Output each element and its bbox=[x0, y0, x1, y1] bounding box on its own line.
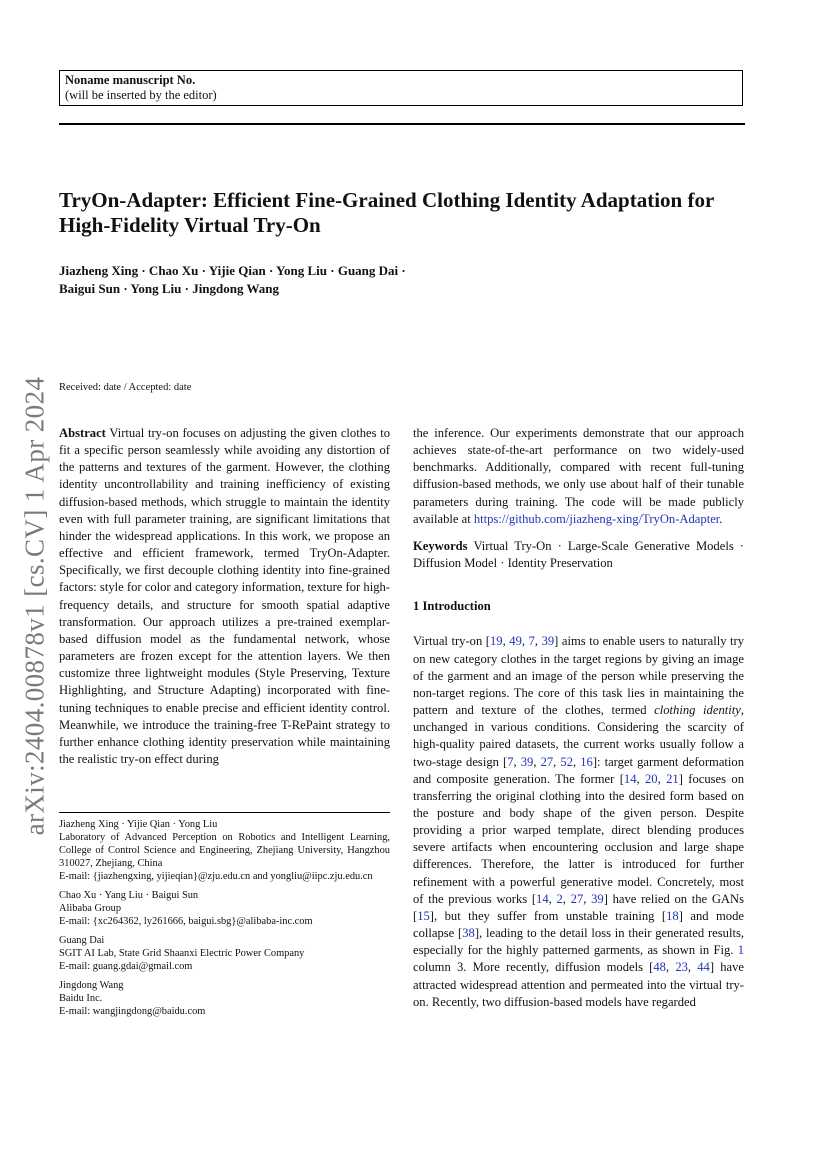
intro-text: Virtual try-on [ bbox=[413, 634, 490, 649]
received-date: Received: date / Accepted: date bbox=[59, 382, 192, 393]
citation-link[interactable]: 44 bbox=[697, 960, 710, 975]
affiliation-line: E-mail: guang.gdai@gmail.com bbox=[59, 961, 193, 972]
citation-link[interactable]: 39 bbox=[541, 634, 555, 649]
intro-text: , bbox=[687, 960, 698, 975]
citation-link[interactable]: 27 bbox=[570, 891, 584, 906]
affiliation-line: Jiazheng Xing · Yijie Qian · Yong Liu bbox=[59, 819, 218, 830]
affiliation-line: Laboratory of Advanced Perception on Robotics and Intelligent Learning, College of Control Science and Engineering, Zhejiang University, Hangzhou 310027, Zhejiang, China bbox=[59, 832, 390, 869]
abstract-column-left bbox=[59, 425, 390, 768]
right-column bbox=[413, 425, 744, 1011]
citation-link[interactable]: 14 bbox=[623, 771, 637, 786]
abstract-continued bbox=[413, 425, 744, 528]
citation-link[interactable]: 52 bbox=[560, 754, 573, 769]
abstract-end: . bbox=[719, 511, 723, 526]
affiliation-line: E-mail: {jiazhengxing, yijieqian}@zju.edu.cn and yongliu@iipc.zju.edu.cn bbox=[59, 871, 373, 882]
intro-text: , bbox=[548, 891, 557, 906]
affiliation-line: E-mail: {xc264362, ly261666, baigui.sbg}@alibaba-inc.com bbox=[59, 916, 313, 927]
citation-link[interactable]: 49 bbox=[509, 634, 522, 649]
citation-link[interactable]: 19 bbox=[489, 634, 503, 649]
editor-note: (will be inserted by the editor) bbox=[65, 88, 217, 102]
intro-text: , bbox=[636, 771, 645, 786]
authors-line-1: Jiazheng Xing · Chao Xu · Yijie Qian · Yong Liu · Guang Dai · bbox=[59, 263, 406, 278]
citation-link[interactable]: 38 bbox=[462, 926, 475, 941]
affiliation-line: Alibaba Group bbox=[59, 903, 122, 914]
arxiv-identifier: arXiv:2404.00878v1 [cs.CV] 1 Apr 2024 bbox=[19, 376, 50, 836]
citation-link[interactable]: 2 bbox=[556, 891, 563, 906]
footnote-rule bbox=[59, 812, 390, 813]
header-rule bbox=[59, 123, 745, 125]
intro-text: , bbox=[562, 891, 571, 906]
citation-link[interactable]: 16 bbox=[580, 754, 593, 769]
citation-link[interactable]: 15 bbox=[417, 908, 430, 923]
intro-text: ] focuses on transferring the original clothing into the desired form based on the posture and body shape of the given person. Despite providing a prior warped template, direct blending produces severe artifacts when encountering occlusion and large shape differences. Therefore, the latter is introduced for further refinement with a powerful generative model. Concretely, most of the previous works [ bbox=[413, 771, 744, 906]
citation-link[interactable]: 20 bbox=[645, 771, 658, 786]
citation-link[interactable]: 7 bbox=[507, 754, 514, 769]
affiliation-line: Guang Dai bbox=[59, 935, 105, 946]
citation-link[interactable]: 18 bbox=[666, 908, 679, 923]
intro-text: ], leading to the detail loss in their generated results, especially for the highly patterned garments, as shown in Fig. bbox=[413, 926, 744, 958]
intro-text: , bbox=[502, 634, 510, 649]
citation-link[interactable]: 21 bbox=[666, 771, 679, 786]
introduction-paragraph bbox=[413, 633, 744, 1010]
intro-text: , bbox=[657, 771, 667, 786]
intro-text: column 3. More recently, diffusion models [ bbox=[413, 960, 654, 975]
arxiv-stamp bbox=[10, 371, 60, 841]
abstract-continued-text: the inference. Our experiments demonstrate that our approach achieves state-of-the-art performance on two widely-used benchmarks. Additionally, compared with recent full-tuning diffusion-based methods, we only use about half of their tunable parameters during training. The code will be made publicly available at bbox=[413, 426, 744, 526]
intro-text: ] have relied on the GANs [ bbox=[413, 891, 745, 923]
intro-text: , bbox=[553, 754, 561, 769]
intro-text: , bbox=[513, 754, 521, 769]
section-heading-introduction: 1 Introduction bbox=[413, 599, 491, 614]
keywords-label: Keywords bbox=[413, 538, 468, 553]
authors-line-2: Baigui Sun · Yong Liu · Jingdong Wang bbox=[59, 281, 280, 296]
intro-text: , bbox=[533, 754, 541, 769]
paper-title: TryOn-Adapter: Efficient Fine-Grained Clothing Identity Adaptation for High-Fidelity Virtual Try-On bbox=[59, 188, 714, 237]
intro-text: , bbox=[583, 891, 592, 906]
abstract-text: Virtual try-on focuses on adjusting the given clothes to fit a specific person seamlessly while avoiding any distortion of the patterns and textures of the garment. However, the clothing identity uncontrollability and training inefficiency of existing diffusion-based methods, which struggle to maintain the identity even with full parameter training, are significant limitations that hinder the widespread applications. In this work, we propose an effective and efficient framework, termed TryOn-Adapter. Specifically, we first decouple clothing identity into fine-grained factors: style for color and category information, texture for high-frequency details, and structure for smooth spatial adaptive transformation. Our approach utilizes a pre-trained exemplar-based diffusion model as the fundamental network, whose parameters are frozen except for the attention layers. We then customize three lightweight modules (Style Preserving, Texture Highlighting, and Structure Adapting) incorporated with fine-tuning techniques to enable precise and efficient identity control. Meanwhile, we introduce the training-free T-RePaint strategy to further enhance clothing identity preservation while maintaining the realistic try-on effect during bbox=[59, 426, 390, 766]
affiliation-line: Chao Xu · Yang Liu · Baigui Sun bbox=[59, 890, 199, 901]
abstract-label: Abstract bbox=[59, 426, 106, 440]
keywords bbox=[413, 538, 744, 572]
affiliation-line: E-mail: wangjingdong@baidu.com bbox=[59, 1006, 206, 1017]
editor-note-box bbox=[59, 70, 743, 106]
keywords-text: Virtual Try-On · Large-Scale Generative Models · Diffusion Model · Identity Preservation bbox=[413, 538, 745, 571]
affiliation-block bbox=[59, 818, 390, 883]
intro-text: , unchanged in various conditions. Considering the scarcity of high-quality paired datasets, the current works usually follow a two-stage design [ bbox=[413, 703, 744, 769]
affiliation-line: Baidu Inc. bbox=[59, 993, 103, 1004]
intro-text: , bbox=[665, 960, 676, 975]
intro-text: , bbox=[572, 754, 581, 769]
affiliation-line: SGIT AI Lab, State Grid Shaanxi Electric Power Company bbox=[59, 948, 305, 959]
github-link[interactable]: https://github.com/jiazheng-xing/TryOn-Adapter bbox=[473, 511, 720, 526]
citation-link[interactable]: 7 bbox=[528, 634, 535, 649]
citation-link[interactable]: 39 bbox=[520, 754, 534, 769]
manuscript-label: Noname manuscript No. bbox=[65, 73, 196, 87]
citation-link[interactable]: 1 bbox=[737, 943, 744, 958]
citation-link[interactable]: 27 bbox=[540, 754, 554, 769]
intro-text: ]: target garment deformation and composite generation. The former [ bbox=[413, 754, 745, 786]
citation-link[interactable]: 39 bbox=[591, 891, 604, 906]
intro-emphasis: clothing identity bbox=[654, 703, 741, 718]
citation-link[interactable]: 48 bbox=[653, 960, 666, 975]
intro-text: , bbox=[534, 634, 542, 649]
citation-link[interactable]: 14 bbox=[536, 891, 549, 906]
affiliations-footnotes bbox=[59, 818, 390, 1024]
intro-text: ], but they suffer from unstable training [ bbox=[429, 908, 667, 923]
author-list bbox=[59, 262, 749, 298]
affiliation-line: Jingdong Wang bbox=[59, 980, 124, 991]
citation-link[interactable]: 23 bbox=[675, 960, 688, 975]
intro-text: , bbox=[521, 634, 529, 649]
affiliation-block bbox=[59, 889, 390, 928]
affiliation-block bbox=[59, 979, 390, 1018]
intro-text: ] have attracted widespread attention and permeated into the virtual try-on. Recently, two diffusion-based models have regarded bbox=[413, 960, 745, 1009]
intro-text: ] aims to enable users to naturally try on new category clothes in the target regions by giving an image of the garment and an image of the person while preserving the non-target regions. The core of this task lies in maintaining the pattern and texture of the clothes, termed bbox=[413, 634, 745, 718]
intro-text: ] and mode collapse [ bbox=[413, 908, 744, 941]
affiliation-block bbox=[59, 934, 390, 973]
